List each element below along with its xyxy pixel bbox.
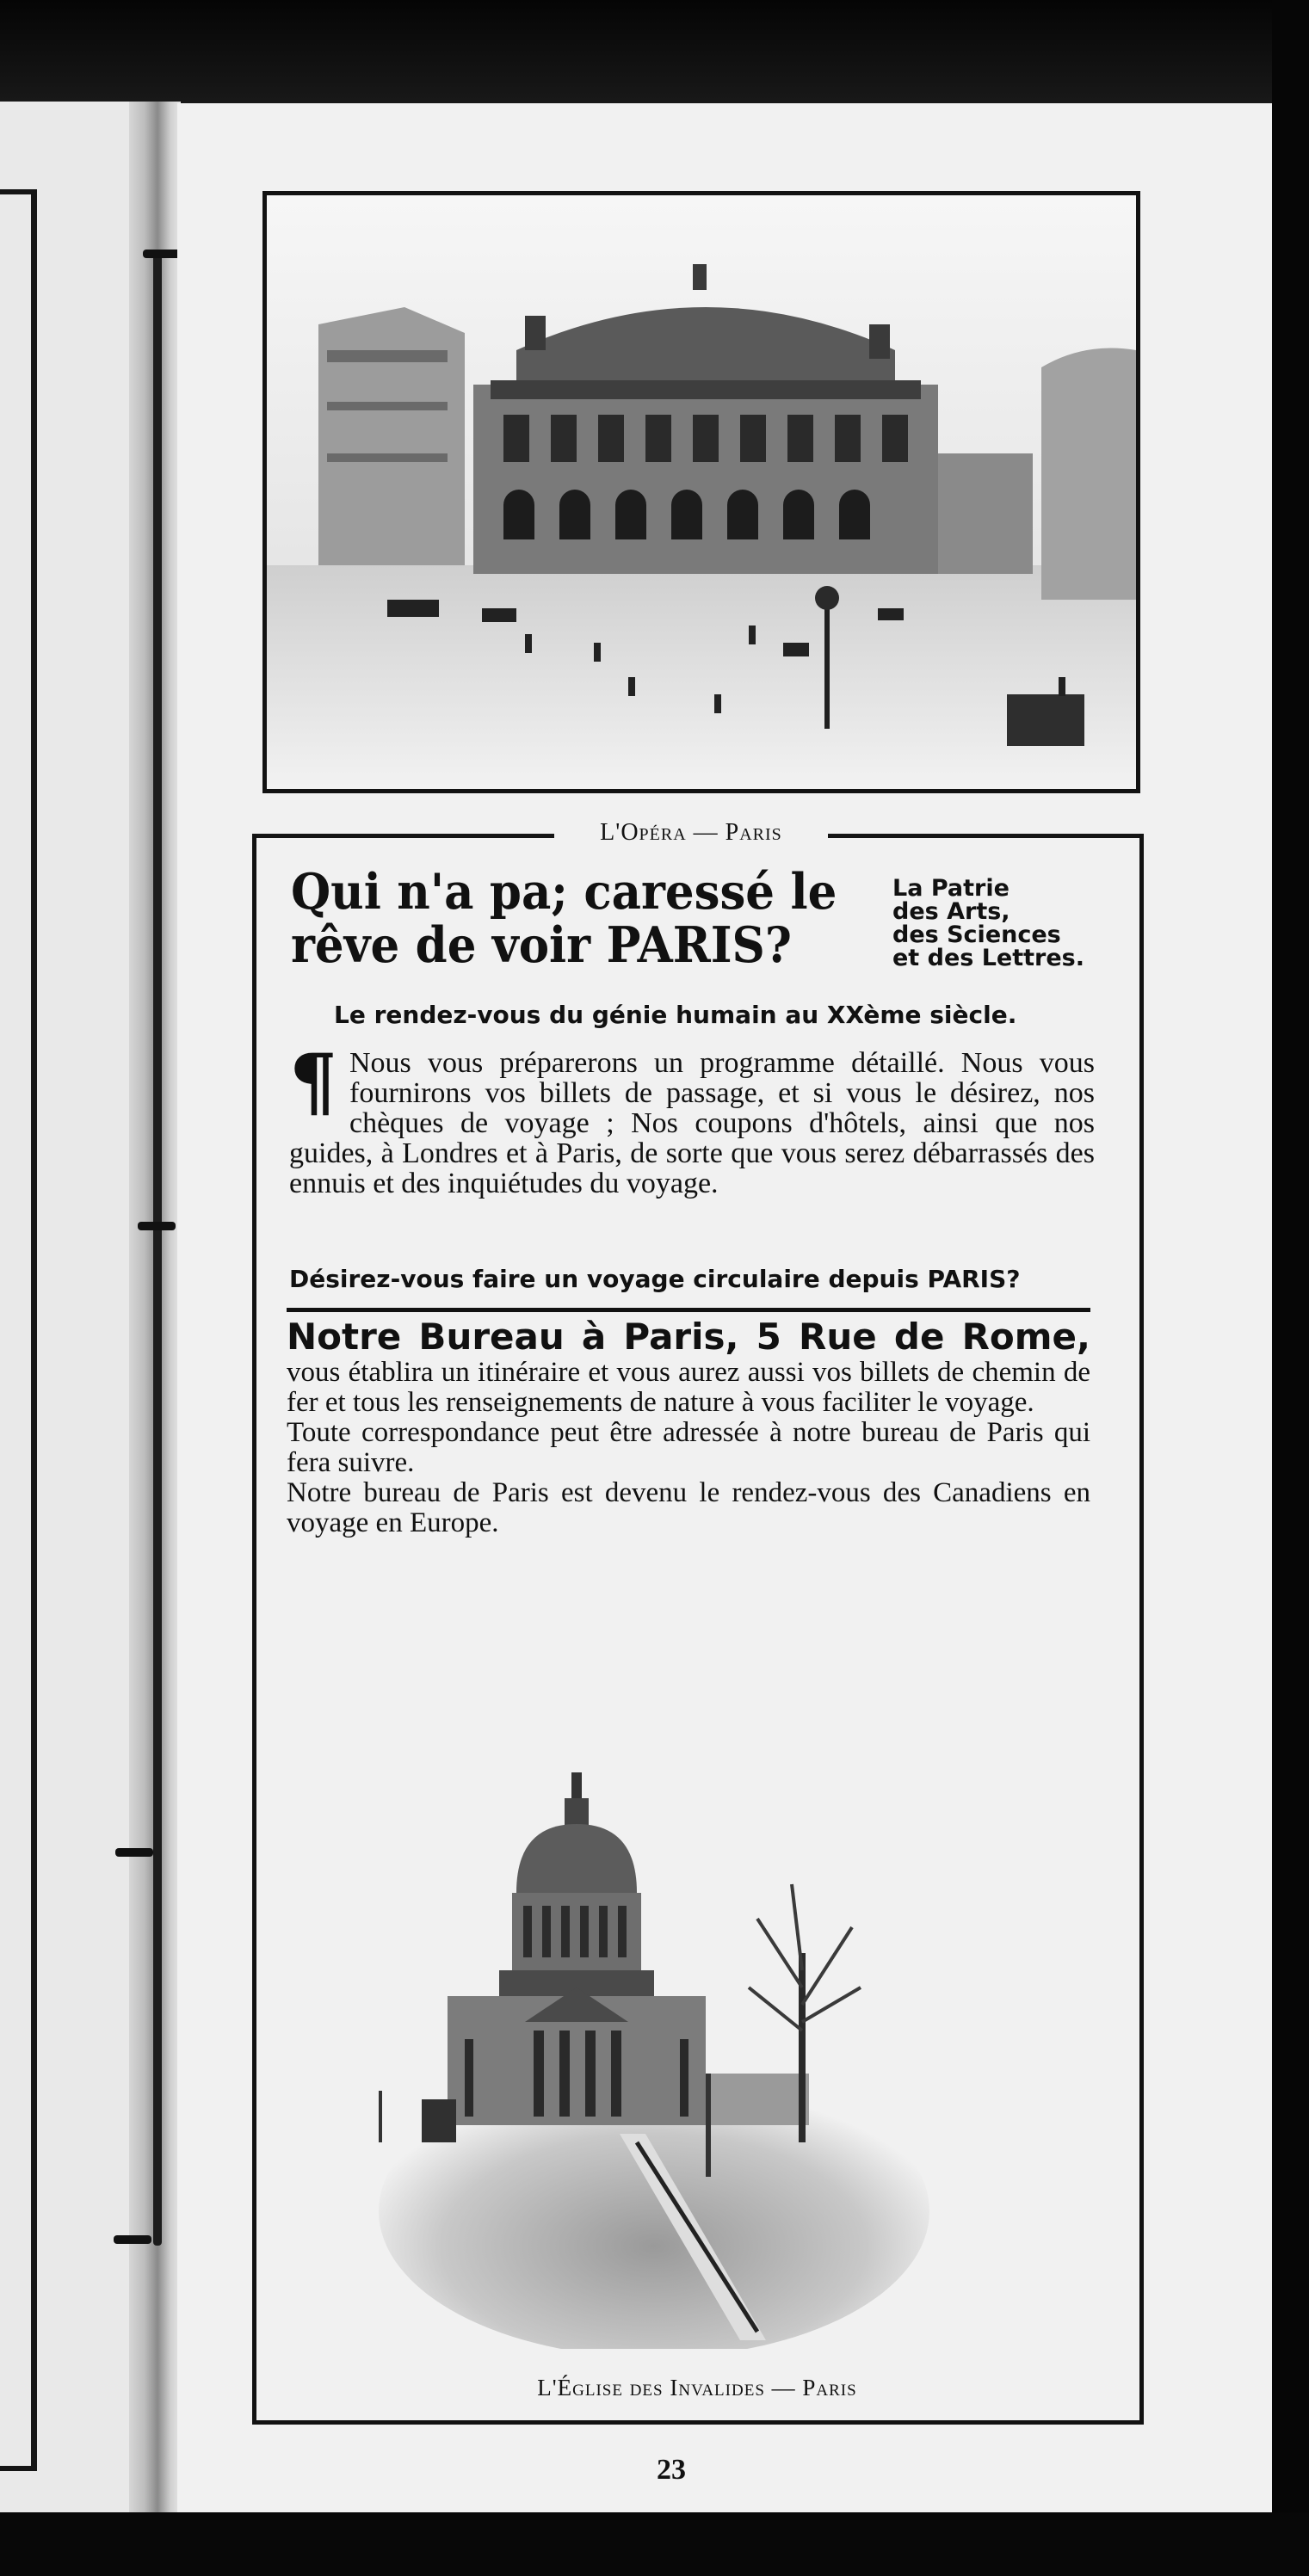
- side-note: [892, 877, 1116, 970]
- previous-page-border: [0, 189, 37, 2471]
- bureau-section: [287, 1316, 1090, 1538]
- scan-background-bottom: [0, 2512, 1309, 2576]
- subheadline: Le rendez-vous du génie humain au XXème siècle.: [334, 1001, 1017, 1029]
- headline-line: rêve de voir PARIS?: [291, 916, 792, 974]
- binding-stitch: [115, 1848, 153, 1857]
- side-note-line: et des Lettres.: [892, 945, 1085, 971]
- binding-stitch: [138, 1222, 176, 1230]
- bureau-text: vous établira un itinéraire et vous aurez aussi vos billets de chemin de fer et tous les renseignements de nature à vous faciliter le voyage.: [287, 1357, 1090, 1418]
- headline-line: Qui n'a pa; caressé le: [291, 863, 837, 921]
- question-line: Désirez-vous faire un voyage circulaire depuis PARIS?: [289, 1265, 1021, 1293]
- opera-photo-frame: [262, 191, 1140, 793]
- binding-stitch: [143, 250, 181, 258]
- services-paragraph: [289, 1037, 1095, 1199]
- side-note-line: La Patrie: [892, 875, 1010, 902]
- spine-binding: [153, 250, 162, 2246]
- section-rule: [287, 1308, 1090, 1312]
- scan-background-top: [0, 0, 1309, 112]
- pilcrow-icon: ¶: [289, 1037, 337, 1126]
- binding-stitch: [114, 2235, 151, 2244]
- invalides-caption: L'Église des Invalides — Paris: [537, 2375, 857, 2400]
- invalides-photo: [361, 1729, 964, 2349]
- page-number: 23: [657, 2454, 686, 2486]
- opera-caption: L'Opéra — Paris: [600, 819, 782, 846]
- services-text: Nous vous préparerons un programme détaillé. Nous vous fournirons vos billets de passage, et si vous le désirez, nos chèques de voyage ; Nos coupons d'hôtels, ainsi que nos guides, à Londres et à Paris, de sorte que vous serez débarrassés des ennuis et des inquiétudes du voyage.: [289, 1047, 1095, 1199]
- side-note-line: des Sciences: [892, 921, 1061, 948]
- scan-background-right: [1272, 0, 1309, 2576]
- invalides-photo-frame: [361, 1729, 964, 2349]
- bureau-heading: Notre Bureau à Paris, 5 Rue de Rome,: [287, 1316, 1090, 1358]
- correspondence-text: Toute correspondance peut être adressée à notre bureau de Paris qui fera suivre.: [287, 1417, 1090, 1478]
- side-note-line: des Arts,: [892, 898, 1010, 925]
- opera-photo: [267, 195, 1136, 789]
- rendezvous-text: Notre bureau de Paris est devenu le rendez-vous des Canadiens en voyage en Europe.: [287, 1477, 1090, 1538]
- headline: [291, 863, 837, 974]
